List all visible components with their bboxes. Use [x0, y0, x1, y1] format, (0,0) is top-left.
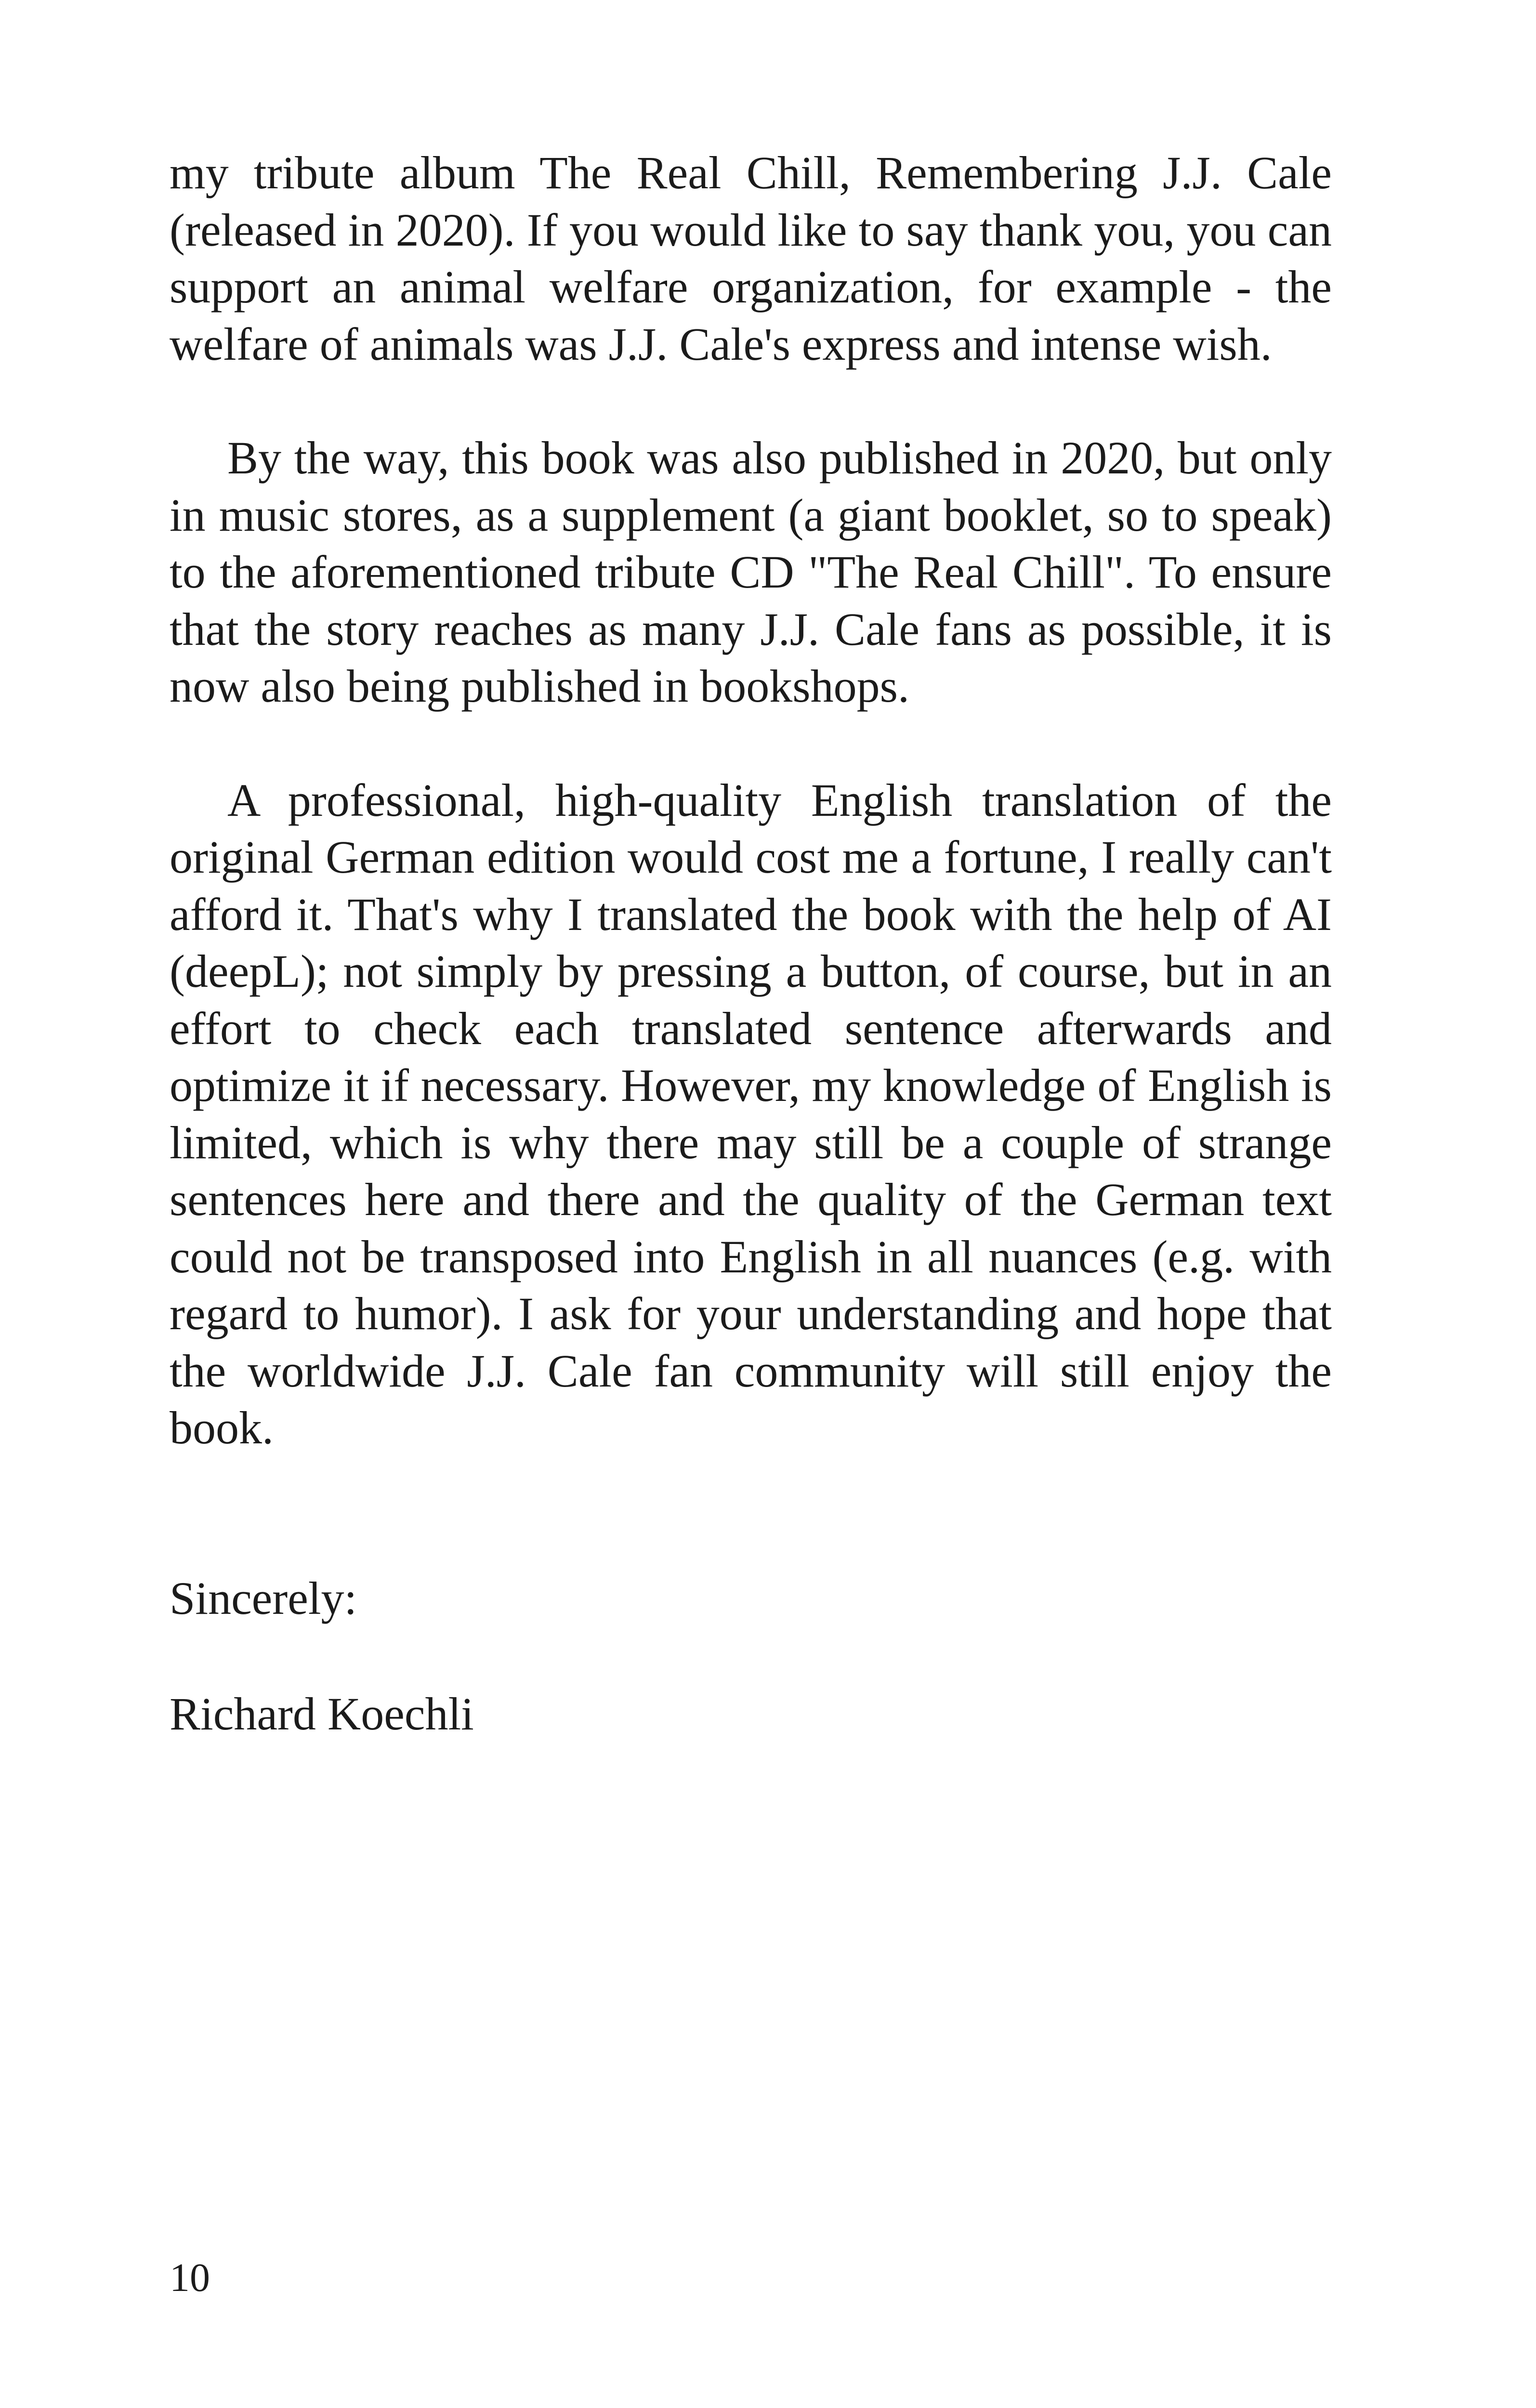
closing-salutation: Sincerely: — [170, 1572, 357, 1624]
body-text — [170, 144, 1332, 1457]
paragraph-continuation: my tribute album The Real Chill, Remembering J.J. Cale (released in 2020). If you would like to say thank you, you can support an animal welfare organization, for example - the welfare of animals was J.J. Cale's express and intense wish. — [170, 147, 1332, 370]
paragraph-translation-note: A professional, high-quality English translation of the original German edition would cost me a fortune, I really can't afford it. That's why I translated the book with the help of AI (deepL); not simply by pressing a button, of course, but in an effort to check each translated sentence afterwards and optimize it if necessary. However, my knowledge of English is limited, which is why there may still be a couple of strange sentences here and there and the quality of the German text could not be transposed into English in all nuances (e.g. with regard to humor). I ask for your understanding and hope that the worldwide J.J. Cale fan community will still enjoy the book. — [170, 774, 1332, 1453]
paragraph-book-publication: By the way, this book was also published in 2020, but only in music stores, as a supplement (a giant booklet, so to speak) to the aforementioned tribute CD "The Real Chill". To ensure that the story reaches as many J.J. Cale fans as possible, it is now also being published in bookshops. — [170, 432, 1332, 712]
page-number: 10 — [170, 2255, 210, 2300]
author-signature: Richard Koechli — [170, 1688, 474, 1740]
